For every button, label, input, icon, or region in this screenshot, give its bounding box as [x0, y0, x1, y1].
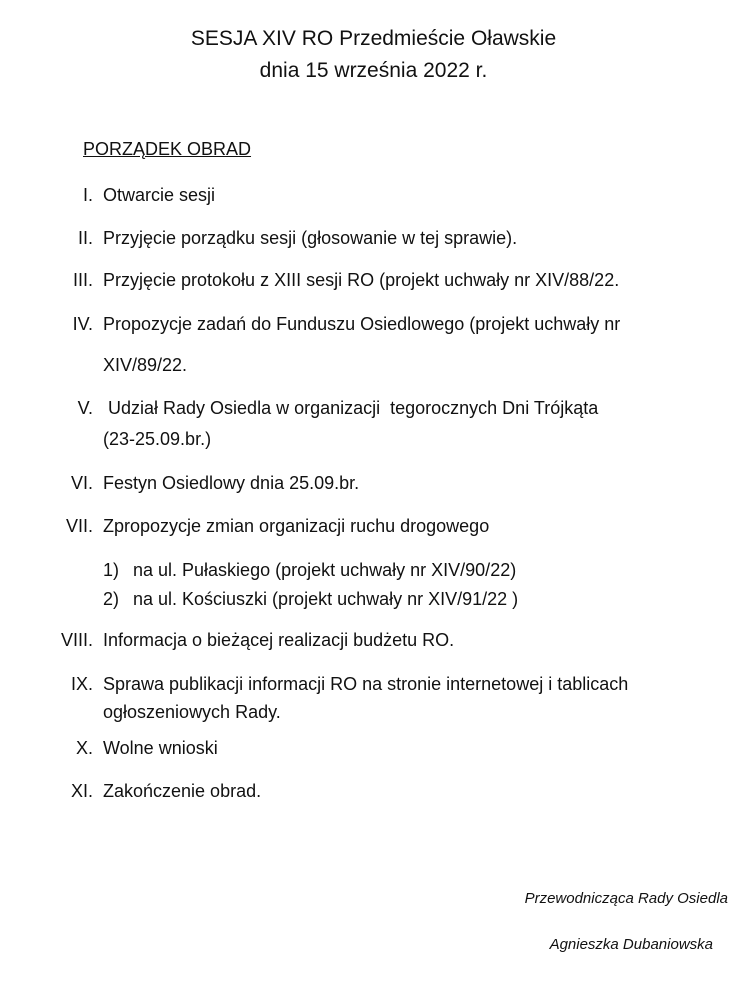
signature-name: Agnieszka Dubaniowska: [549, 936, 713, 953]
agenda-heading: PORZĄDEK OBRAD: [83, 139, 252, 159]
agenda-item-number: III.: [72, 270, 93, 290]
session-date: dnia 15 września 2022 r.: [259, 59, 488, 82]
agenda-item-text: Zpropozycje zmian organizacji ruchu drogowego: [103, 516, 490, 536]
signature-role: Przewodnicząca Rady Osiedla: [524, 890, 728, 907]
agenda-item-number: XI.: [70, 781, 93, 801]
agenda-item-text-continued: XIV/89/22.: [103, 355, 188, 375]
agenda-item-number: IX.: [70, 674, 93, 694]
agenda-item-number: VI.: [70, 473, 93, 493]
agenda-item-text: Udział Rady Osiedla w organizacji tegorocznych Dni Trójkąta: [103, 398, 599, 418]
agenda-item-text: Informacja o bieżącej realizacji budżetu RO.: [103, 630, 455, 650]
agenda-item-text: Otwarcie sesji: [103, 185, 216, 205]
agenda-item-number: V.: [77, 398, 93, 418]
agenda-item-number: I.: [82, 185, 93, 205]
agenda-subitem-number: 2): [103, 589, 120, 609]
agenda-subitem-number: 1): [103, 560, 120, 580]
agenda-item-text: Przyjęcie porządku sesji (głosowanie w tej sprawie).: [103, 228, 518, 248]
agenda-item-text: Wolne wnioski: [103, 738, 218, 758]
agenda-item-number: VII.: [65, 516, 93, 536]
agenda-item-text-continued: ogłoszeniowych Rady.: [103, 702, 281, 722]
agenda-subitem-text: na ul. Pułaskiego (projekt uchwały nr XIV/90/22): [133, 560, 517, 580]
agenda-item-text: Festyn Osiedlowy dnia 25.09.br.: [103, 473, 360, 493]
agenda-item-number: X.: [75, 738, 93, 758]
agenda-item-text: Zakończenie obrad.: [103, 781, 262, 801]
agenda-item-text: Przyjęcie protokołu z XIII sesji RO (projekt uchwały nr XIV/88/22.: [103, 270, 620, 290]
agenda-item-number: II.: [77, 228, 93, 248]
agenda-item-text: Propozycje zadań do Funduszu Osiedlowego (projekt uchwały nr: [103, 314, 621, 334]
agenda-item-text: Sprawa publikacji informacji RO na stronie internetowej i tablicach: [103, 674, 629, 694]
session-title: SESJA XIV RO Przedmieście Oławskie: [190, 27, 557, 50]
agenda-item-number: IV.: [72, 314, 93, 334]
agenda-item-text-continued: (23-25.09.br.): [103, 429, 212, 449]
agenda-item-number: VIII.: [60, 630, 93, 650]
agenda-subitem-text: na ul. Kościuszki (projekt uchwały nr XIV/91/22 ): [133, 589, 519, 609]
